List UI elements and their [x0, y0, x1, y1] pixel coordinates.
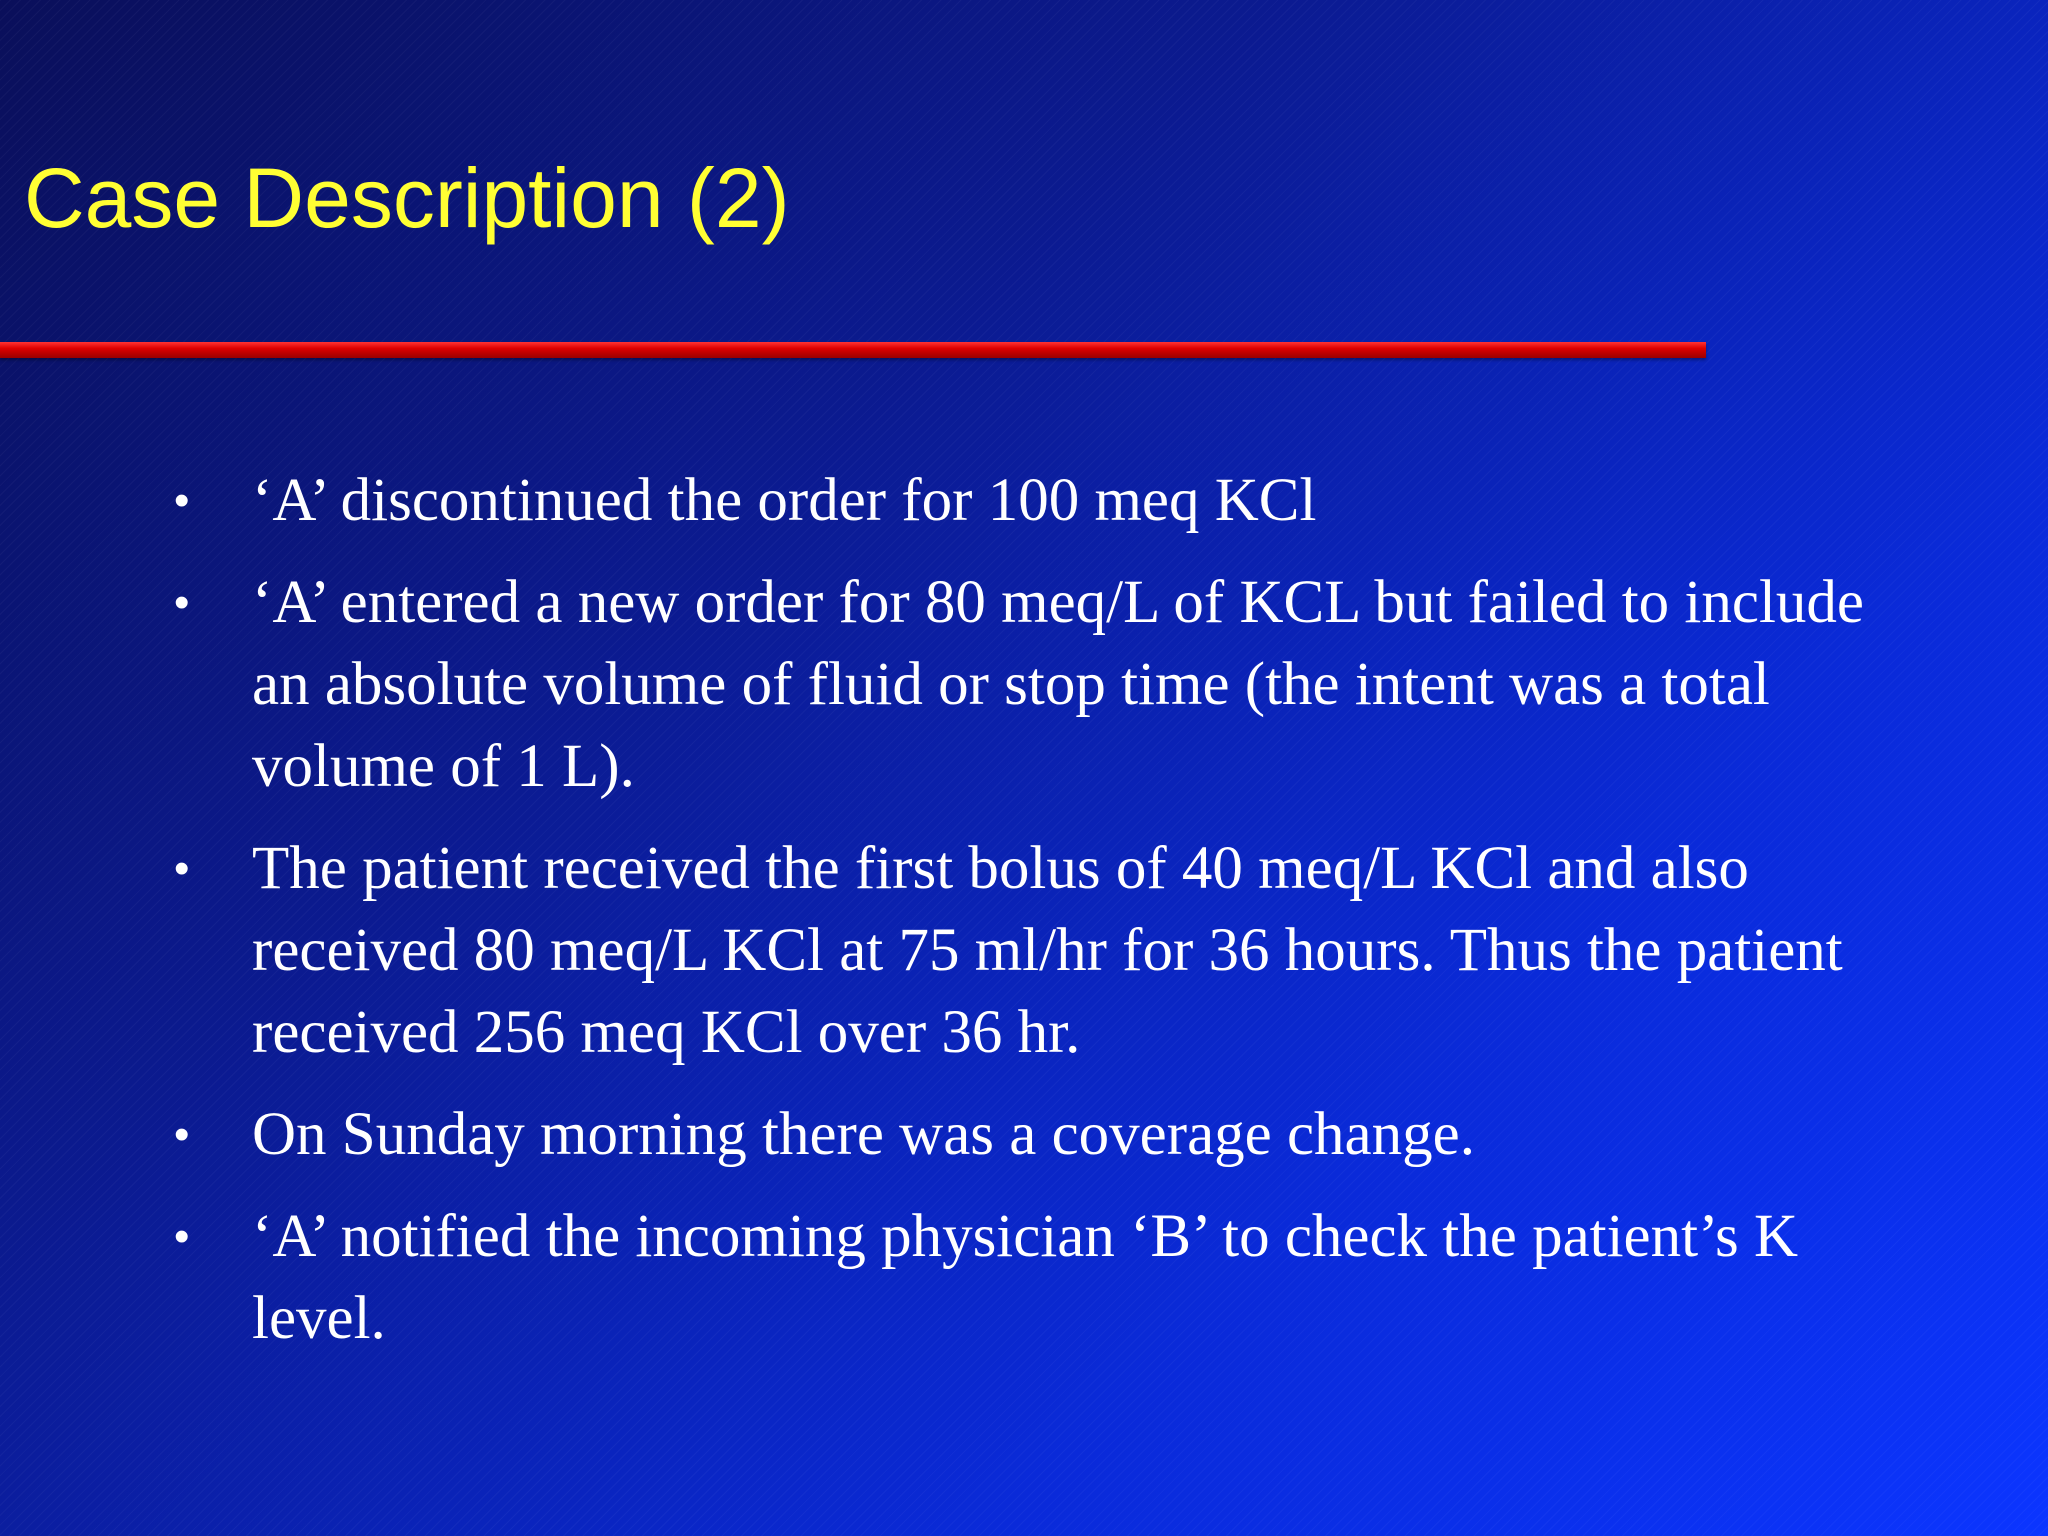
title-divider	[0, 342, 1706, 358]
bullet-item	[170, 828, 1890, 1074]
bullet-dot-icon: •	[174, 1212, 190, 1261]
bullet-text: On Sunday morning there was a coverage change.	[252, 1101, 1475, 1168]
bullet-text: The patient received the first bolus of 40 meq/L KCl and also received 80 meq/L KCl at 75 ml/hr for 36 hours. Thus the patient received 256 meq KCl over 36 hr.	[252, 835, 1843, 1066]
bullet-text: ‘A’ entered a new order for 80 meq/L of KCL but failed to include an absolute volume of fluid or stop time (the intent was a total volume of 1 L).	[252, 569, 1864, 800]
bullet-item	[170, 460, 1890, 542]
bullet-item	[170, 1196, 1890, 1360]
bullet-list	[170, 460, 1890, 1380]
bullet-dot-icon: •	[174, 844, 190, 893]
bullet-dot-icon: •	[174, 578, 190, 627]
bullet-item	[170, 562, 1890, 808]
slide-title: Case Description (2)	[24, 151, 790, 245]
bullet-dot-icon: •	[174, 476, 190, 525]
bullet-text: ‘A’ notified the incoming physician ‘B’ to check the patient’s K level.	[252, 1203, 1799, 1352]
bullet-dot-icon: •	[174, 1110, 190, 1159]
bullet-item	[170, 1094, 1890, 1176]
bullet-text: ‘A’ discontinued the order for 100 meq KCl	[252, 467, 1317, 534]
